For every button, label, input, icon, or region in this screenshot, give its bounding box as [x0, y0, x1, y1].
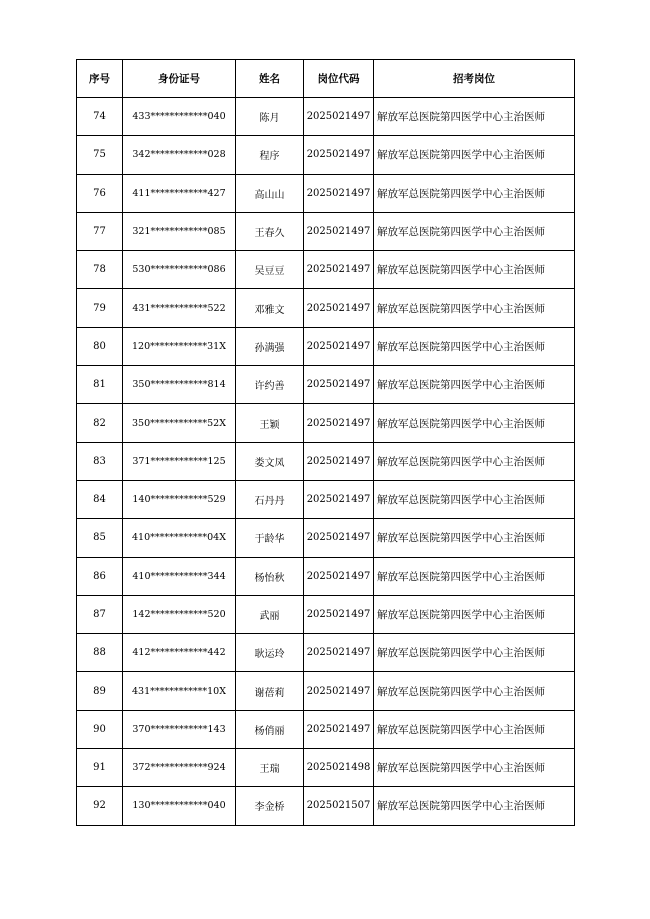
- header-id-number: 身份证号: [123, 60, 236, 98]
- table-row: [77, 749, 575, 787]
- table-row: [77, 366, 575, 404]
- table-row: [77, 710, 575, 748]
- cell-position: 解放军总医院第四医学中心主治医师: [374, 327, 575, 365]
- cell-position-code: 2025021497: [304, 251, 374, 289]
- table-row: [77, 251, 575, 289]
- cell-id-number: 410************04X: [123, 519, 236, 557]
- cell-position: 解放军总医院第四医学中心主治医师: [374, 174, 575, 212]
- cell-name: 耿运玲: [236, 634, 304, 672]
- cell-position: 解放军总医院第四医学中心主治医师: [374, 366, 575, 404]
- candidate-table: [76, 59, 575, 826]
- cell-name: 石丹丹: [236, 480, 304, 518]
- cell-position: 解放军总医院第四医学中心主治医师: [374, 136, 575, 174]
- table-row: [77, 557, 575, 595]
- cell-position-code: 2025021497: [304, 672, 374, 710]
- cell-id-number: 410************344: [123, 557, 236, 595]
- cell-position-code: 2025021497: [304, 480, 374, 518]
- cell-name: 程序: [236, 136, 304, 174]
- cell-seq: 75: [77, 136, 123, 174]
- cell-name: 王颖: [236, 404, 304, 442]
- cell-id-number: 342************028: [123, 136, 236, 174]
- cell-seq: 86: [77, 557, 123, 595]
- cell-position: 解放军总医院第四医学中心主治医师: [374, 595, 575, 633]
- cell-name: 邓雅文: [236, 289, 304, 327]
- header-position: 招考岗位: [374, 60, 575, 98]
- cell-position: 解放军总医院第四医学中心主治医师: [374, 710, 575, 748]
- table-row: [77, 404, 575, 442]
- cell-name: 许约善: [236, 366, 304, 404]
- cell-position: 解放军总医院第四医学中心主治医师: [374, 519, 575, 557]
- cell-position-code: 2025021497: [304, 557, 374, 595]
- cell-seq: 81: [77, 366, 123, 404]
- cell-position-code: 2025021497: [304, 289, 374, 327]
- table-row: [77, 327, 575, 365]
- cell-position: 解放军总医院第四医学中心主治医师: [374, 404, 575, 442]
- cell-name: 陈月: [236, 98, 304, 136]
- table-row: [77, 174, 575, 212]
- cell-position-code: 2025021497: [304, 634, 374, 672]
- table-row: [77, 634, 575, 672]
- cell-id-number: 412************442: [123, 634, 236, 672]
- table-row: [77, 480, 575, 518]
- cell-position: 解放军总医院第四医学中心主治医师: [374, 787, 575, 825]
- cell-id-number: 530************086: [123, 251, 236, 289]
- cell-position: 解放军总医院第四医学中心主治医师: [374, 634, 575, 672]
- table-row: [77, 98, 575, 136]
- cell-id-number: 350************52X: [123, 404, 236, 442]
- cell-seq: 80: [77, 327, 123, 365]
- cell-id-number: 120************31X: [123, 327, 236, 365]
- cell-position: 解放军总医院第四医学中心主治医师: [374, 442, 575, 480]
- cell-name: 杨俏丽: [236, 710, 304, 748]
- cell-id-number: 142************520: [123, 595, 236, 633]
- table-row: [77, 212, 575, 250]
- cell-position: 解放军总医院第四医学中心主治医师: [374, 251, 575, 289]
- cell-name: 孙满强: [236, 327, 304, 365]
- cell-seq: 84: [77, 480, 123, 518]
- table-row: [77, 787, 575, 825]
- cell-id-number: 350************814: [123, 366, 236, 404]
- cell-position-code: 2025021497: [304, 327, 374, 365]
- cell-name: 谢蓓莉: [236, 672, 304, 710]
- cell-position-code: 2025021497: [304, 366, 374, 404]
- table-row: [77, 595, 575, 633]
- cell-seq: 90: [77, 710, 123, 748]
- cell-name: 李金桥: [236, 787, 304, 825]
- cell-name: 吴豆豆: [236, 251, 304, 289]
- cell-position: 解放军总医院第四医学中心主治医师: [374, 749, 575, 787]
- table-row: [77, 136, 575, 174]
- cell-seq: 88: [77, 634, 123, 672]
- table-header: [77, 60, 575, 98]
- table-row: [77, 519, 575, 557]
- cell-name: 杨怡秋: [236, 557, 304, 595]
- cell-position-code: 2025021507: [304, 787, 374, 825]
- table-row: [77, 442, 575, 480]
- cell-position: 解放军总医院第四医学中心主治医师: [374, 212, 575, 250]
- cell-seq: 92: [77, 787, 123, 825]
- cell-seq: 91: [77, 749, 123, 787]
- cell-position-code: 2025021497: [304, 174, 374, 212]
- cell-position-code: 2025021497: [304, 442, 374, 480]
- cell-seq: 82: [77, 404, 123, 442]
- cell-name: 高山山: [236, 174, 304, 212]
- header-row: [77, 60, 575, 98]
- cell-position-code: 2025021497: [304, 710, 374, 748]
- header-name: 姓名: [236, 60, 304, 98]
- cell-position-code: 2025021497: [304, 404, 374, 442]
- cell-seq: 77: [77, 212, 123, 250]
- cell-position-code: 2025021497: [304, 519, 374, 557]
- cell-position: 解放军总医院第四医学中心主治医师: [374, 557, 575, 595]
- cell-id-number: 140************529: [123, 480, 236, 518]
- cell-name: 王春久: [236, 212, 304, 250]
- cell-position: 解放军总医院第四医学中心主治医师: [374, 672, 575, 710]
- cell-id-number: 431************10X: [123, 672, 236, 710]
- cell-id-number: 411************427: [123, 174, 236, 212]
- cell-position: 解放军总医院第四医学中心主治医师: [374, 480, 575, 518]
- cell-seq: 78: [77, 251, 123, 289]
- cell-seq: 76: [77, 174, 123, 212]
- cell-position: 解放军总医院第四医学中心主治医师: [374, 98, 575, 136]
- cell-id-number: 433************040: [123, 98, 236, 136]
- roster-sheet: [76, 59, 574, 826]
- cell-name: 于龄华: [236, 519, 304, 557]
- table-row: [77, 289, 575, 327]
- header-seq: 序号: [77, 60, 123, 98]
- cell-id-number: 321************085: [123, 212, 236, 250]
- cell-position-code: 2025021497: [304, 595, 374, 633]
- cell-seq: 79: [77, 289, 123, 327]
- header-position-code: 岗位代码: [304, 60, 374, 98]
- cell-seq: 89: [77, 672, 123, 710]
- cell-seq: 74: [77, 98, 123, 136]
- cell-position-code: 2025021498: [304, 749, 374, 787]
- cell-id-number: 431************522: [123, 289, 236, 327]
- cell-seq: 85: [77, 519, 123, 557]
- cell-name: 娄文凤: [236, 442, 304, 480]
- cell-position: 解放军总医院第四医学中心主治医师: [374, 289, 575, 327]
- table-row: [77, 672, 575, 710]
- cell-id-number: 371************125: [123, 442, 236, 480]
- cell-position-code: 2025021497: [304, 212, 374, 250]
- cell-id-number: 372************924: [123, 749, 236, 787]
- cell-id-number: 370************143: [123, 710, 236, 748]
- cell-name: 王瑞: [236, 749, 304, 787]
- cell-id-number: 130************040: [123, 787, 236, 825]
- cell-position-code: 2025021497: [304, 98, 374, 136]
- cell-position-code: 2025021497: [304, 136, 374, 174]
- cell-name: 武丽: [236, 595, 304, 633]
- cell-seq: 83: [77, 442, 123, 480]
- table-body: [77, 98, 575, 826]
- cell-seq: 87: [77, 595, 123, 633]
